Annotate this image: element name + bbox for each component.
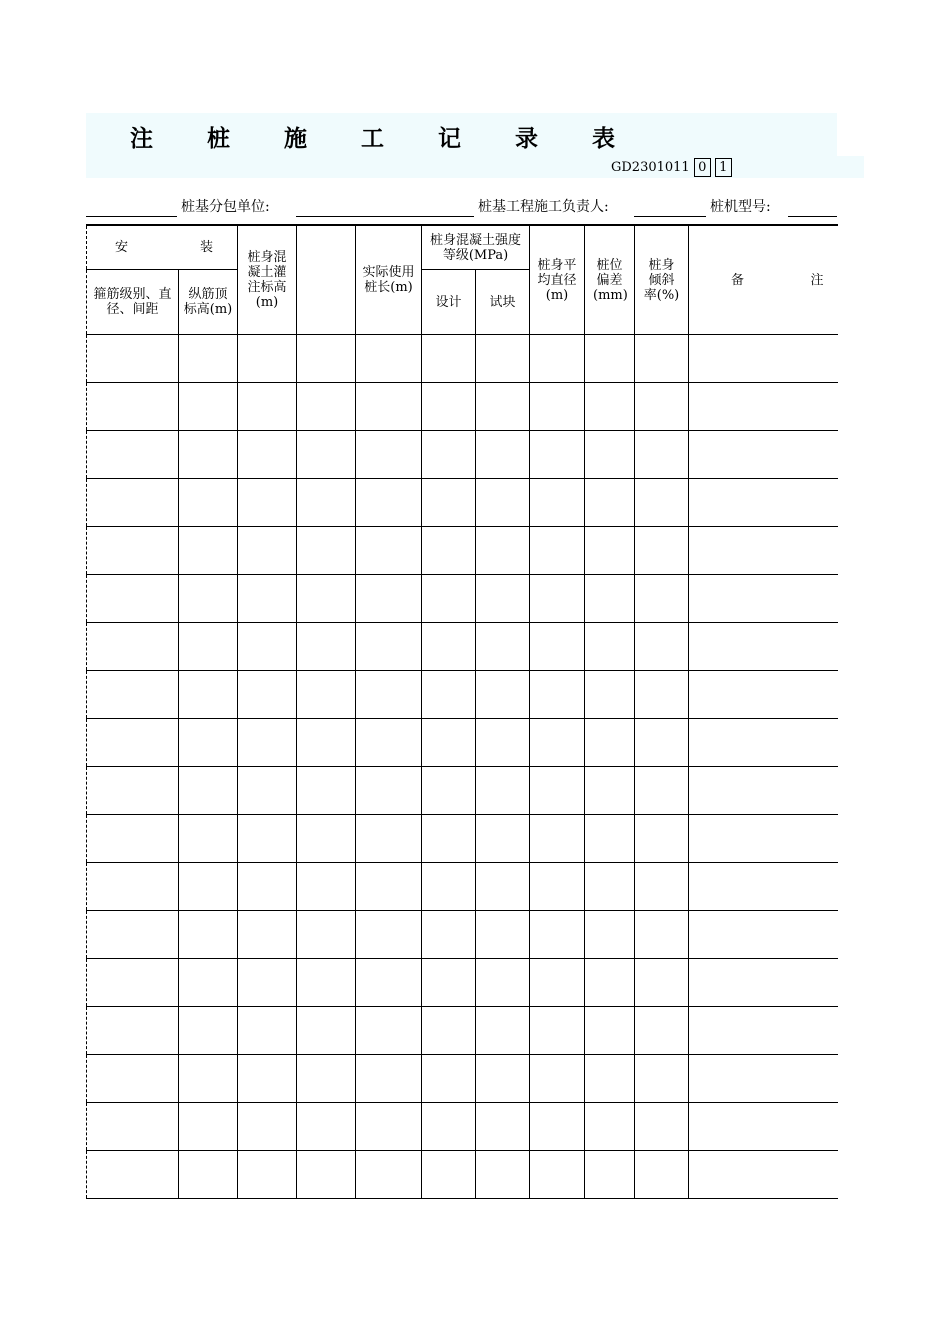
- table-cell[interactable]: [422, 1151, 476, 1199]
- table-cell[interactable]: [422, 815, 476, 863]
- table-cell[interactable]: [422, 719, 476, 767]
- table-cell[interactable]: [422, 1007, 476, 1055]
- table-cell[interactable]: [356, 959, 422, 1007]
- manager-field[interactable]: [634, 216, 706, 217]
- table-cell[interactable]: [87, 1055, 179, 1103]
- table-cell[interactable]: [179, 863, 238, 911]
- table-cell[interactable]: [238, 1055, 297, 1103]
- table-cell[interactable]: [422, 431, 476, 479]
- table-cell[interactable]: [238, 575, 297, 623]
- table-cell[interactable]: [356, 1103, 422, 1151]
- table-row: [87, 959, 838, 1007]
- table-row: [87, 383, 838, 431]
- table-row: [87, 623, 838, 671]
- table-cell[interactable]: [356, 1151, 422, 1199]
- table-cell[interactable]: [356, 383, 422, 431]
- table-cell[interactable]: [238, 959, 297, 1007]
- table-cell[interactable]: [689, 383, 838, 431]
- table-cell[interactable]: [635, 383, 689, 431]
- table-cell[interactable]: [356, 575, 422, 623]
- form-code-box-2[interactable]: 1: [715, 158, 732, 177]
- table-cell[interactable]: [297, 863, 356, 911]
- table-cell[interactable]: [356, 863, 422, 911]
- table-cell[interactable]: [179, 1055, 238, 1103]
- table-cell[interactable]: [530, 719, 585, 767]
- table-cell[interactable]: [530, 623, 585, 671]
- table-row: [87, 1151, 838, 1199]
- table-cell[interactable]: [635, 431, 689, 479]
- table-cell[interactable]: [238, 911, 297, 959]
- table-cell[interactable]: [530, 959, 585, 1007]
- table-cell[interactable]: [179, 1103, 238, 1151]
- table-cell[interactable]: [297, 1055, 356, 1103]
- table-cell[interactable]: [297, 383, 356, 431]
- table-cell[interactable]: [689, 911, 838, 959]
- rebar-top-header: 纵筋顶标高(m): [179, 270, 238, 335]
- table-cell[interactable]: [356, 335, 422, 383]
- table-cell[interactable]: [689, 719, 838, 767]
- table-cell[interactable]: [530, 527, 585, 575]
- table-cell[interactable]: [530, 1055, 585, 1103]
- table-cell[interactable]: [530, 767, 585, 815]
- table-cell[interactable]: [530, 911, 585, 959]
- table-cell[interactable]: [87, 911, 179, 959]
- table-cell[interactable]: [297, 767, 356, 815]
- table-cell[interactable]: [635, 575, 689, 623]
- table-cell[interactable]: [356, 767, 422, 815]
- table-cell[interactable]: [179, 575, 238, 623]
- table-cell[interactable]: [297, 911, 356, 959]
- table-cell[interactable]: [476, 479, 530, 527]
- table-cell[interactable]: [179, 527, 238, 575]
- table-row: [87, 767, 838, 815]
- table-cell[interactable]: [585, 575, 635, 623]
- table-cell[interactable]: [530, 431, 585, 479]
- table-cell[interactable]: [179, 479, 238, 527]
- form-code: [611, 158, 732, 177]
- table-cell[interactable]: [476, 575, 530, 623]
- table-cell[interactable]: [179, 1007, 238, 1055]
- table-cell[interactable]: [476, 623, 530, 671]
- table-cell[interactable]: [530, 1007, 585, 1055]
- table-cell[interactable]: [422, 575, 476, 623]
- table-cell[interactable]: [356, 527, 422, 575]
- table-row: [87, 1055, 838, 1103]
- table-cell[interactable]: [476, 767, 530, 815]
- subcontractor-field[interactable]: [296, 216, 474, 217]
- table-cell[interactable]: [476, 431, 530, 479]
- table-cell[interactable]: [297, 815, 356, 863]
- table-cell[interactable]: [179, 335, 238, 383]
- table-row: [87, 1007, 838, 1055]
- table-cell[interactable]: [422, 1103, 476, 1151]
- table-cell[interactable]: [689, 767, 838, 815]
- table-cell[interactable]: [422, 335, 476, 383]
- table-cell[interactable]: [476, 383, 530, 431]
- install-header: [87, 225, 238, 270]
- table-cell[interactable]: [530, 1151, 585, 1199]
- table-cell[interactable]: [585, 1055, 635, 1103]
- table-cell[interactable]: [476, 1007, 530, 1055]
- table-cell[interactable]: [530, 1103, 585, 1151]
- table-cell[interactable]: [422, 383, 476, 431]
- record-table: [86, 224, 838, 1199]
- table-row: [87, 575, 838, 623]
- table-cell[interactable]: [585, 767, 635, 815]
- table-cell[interactable]: [635, 1007, 689, 1055]
- table-cell[interactable]: [689, 623, 838, 671]
- table-cell[interactable]: [87, 815, 179, 863]
- table-cell[interactable]: [476, 911, 530, 959]
- table-cell[interactable]: [422, 911, 476, 959]
- table-cell[interactable]: [635, 527, 689, 575]
- design-header: 设计: [422, 270, 476, 335]
- table-cell[interactable]: [585, 1151, 635, 1199]
- table-cell[interactable]: [179, 671, 238, 719]
- table-cell[interactable]: [476, 335, 530, 383]
- table-cell[interactable]: [689, 575, 838, 623]
- table-cell[interactable]: [179, 1151, 238, 1199]
- table-cell[interactable]: [635, 911, 689, 959]
- table-row: [87, 911, 838, 959]
- table-cell[interactable]: [422, 863, 476, 911]
- table-cell[interactable]: [297, 431, 356, 479]
- table-row: [87, 1103, 838, 1151]
- install-header-right: 装: [199, 240, 213, 255]
- table-cell[interactable]: [356, 1007, 422, 1055]
- table-cell[interactable]: [87, 719, 179, 767]
- table-row: [87, 863, 838, 911]
- remark-header: [689, 225, 838, 335]
- table-cell[interactable]: [530, 383, 585, 431]
- subcontractor-label: 桩基分包单位:: [181, 199, 270, 215]
- table-cell[interactable]: [689, 863, 838, 911]
- table-cell[interactable]: [238, 1103, 297, 1151]
- table-cell[interactable]: [238, 335, 297, 383]
- actual-length-header: 实际使用桩长(m): [356, 225, 422, 335]
- blank-field-left[interactable]: [86, 216, 177, 217]
- table-cell[interactable]: [422, 671, 476, 719]
- table-cell[interactable]: [476, 671, 530, 719]
- table-cell[interactable]: [585, 479, 635, 527]
- table-cell[interactable]: [689, 671, 838, 719]
- blank-column-header: [297, 225, 356, 335]
- table-cell[interactable]: [585, 527, 635, 575]
- table-cell[interactable]: [297, 671, 356, 719]
- strength-grade-header: 桩身混凝土强度等级(MPa): [422, 225, 530, 270]
- table-cell[interactable]: [635, 1103, 689, 1151]
- manager-label: 桩基工程施工负责人:: [478, 199, 609, 215]
- table-cell[interactable]: [87, 527, 179, 575]
- table-cell[interactable]: [356, 1055, 422, 1103]
- sample-header: 试块: [476, 270, 530, 335]
- table-row: [87, 671, 838, 719]
- table-cell[interactable]: [238, 623, 297, 671]
- table-cell[interactable]: [297, 623, 356, 671]
- table-cell[interactable]: [238, 383, 297, 431]
- table-cell[interactable]: [238, 719, 297, 767]
- table-cell[interactable]: [179, 959, 238, 1007]
- table-cell[interactable]: [476, 1151, 530, 1199]
- table-cell[interactable]: [585, 431, 635, 479]
- table-cell[interactable]: [179, 383, 238, 431]
- table-cell[interactable]: [530, 863, 585, 911]
- table-cell[interactable]: [297, 959, 356, 1007]
- table-cell[interactable]: [585, 863, 635, 911]
- table-cell[interactable]: [530, 671, 585, 719]
- table-cell[interactable]: [585, 959, 635, 1007]
- table-cell[interactable]: [422, 959, 476, 1007]
- table-cell[interactable]: [87, 1151, 179, 1199]
- table-cell[interactable]: [238, 815, 297, 863]
- table-cell[interactable]: [238, 1007, 297, 1055]
- table-cell[interactable]: [585, 911, 635, 959]
- table-cell[interactable]: [422, 623, 476, 671]
- table-cell[interactable]: [87, 575, 179, 623]
- table-row: [87, 719, 838, 767]
- table-cell[interactable]: [689, 1103, 838, 1151]
- table-cell[interactable]: [530, 575, 585, 623]
- table-cell[interactable]: [530, 815, 585, 863]
- remark-header-right: 注: [810, 272, 824, 288]
- table-cell[interactable]: [179, 719, 238, 767]
- table-cell[interactable]: [689, 1151, 838, 1199]
- table-cell[interactable]: [87, 383, 179, 431]
- table-cell[interactable]: [297, 575, 356, 623]
- table-cell[interactable]: [356, 815, 422, 863]
- table-cell[interactable]: [422, 527, 476, 575]
- table-cell[interactable]: [87, 431, 179, 479]
- table-cell[interactable]: [238, 863, 297, 911]
- table-cell[interactable]: [635, 815, 689, 863]
- table-cell[interactable]: [356, 911, 422, 959]
- table-cell[interactable]: [476, 959, 530, 1007]
- table-cell[interactable]: [87, 863, 179, 911]
- table-cell[interactable]: [87, 479, 179, 527]
- table-cell[interactable]: [238, 1151, 297, 1199]
- table-cell[interactable]: [476, 527, 530, 575]
- table-cell[interactable]: [356, 623, 422, 671]
- table-cell[interactable]: [689, 1007, 838, 1055]
- table-cell[interactable]: [689, 479, 838, 527]
- table-cell[interactable]: [87, 959, 179, 1007]
- table-cell[interactable]: [530, 335, 585, 383]
- table-cell[interactable]: [585, 1103, 635, 1151]
- table-cell[interactable]: [297, 1103, 356, 1151]
- table-cell[interactable]: [635, 959, 689, 1007]
- table-cell[interactable]: [297, 335, 356, 383]
- table-cell[interactable]: [179, 815, 238, 863]
- table-cell[interactable]: [87, 335, 179, 383]
- table-cell[interactable]: [476, 1103, 530, 1151]
- install-header-left: 安: [115, 240, 129, 255]
- table-cell[interactable]: [635, 1055, 689, 1103]
- table-cell[interactable]: [179, 623, 238, 671]
- table-cell[interactable]: [635, 479, 689, 527]
- table-cell[interactable]: [297, 527, 356, 575]
- form-code-prefix: GD2301011: [611, 160, 690, 175]
- table-cell[interactable]: [87, 1103, 179, 1151]
- table-cell[interactable]: [585, 623, 635, 671]
- form-code-box-1[interactable]: 0: [694, 158, 711, 177]
- table-cell[interactable]: [585, 815, 635, 863]
- table-cell[interactable]: [635, 863, 689, 911]
- average-diameter-header: 桩身平均直径(m): [530, 225, 585, 335]
- remark-header-left: 备: [731, 272, 745, 288]
- machine-field[interactable]: [788, 216, 837, 217]
- table-cell[interactable]: [87, 671, 179, 719]
- machine-label: 桩机型号:: [710, 199, 771, 215]
- table-cell[interactable]: [87, 1007, 179, 1055]
- table-cell[interactable]: [689, 959, 838, 1007]
- table-cell[interactable]: [689, 1055, 838, 1103]
- table-cell[interactable]: [238, 671, 297, 719]
- table-cell[interactable]: [635, 1151, 689, 1199]
- table-cell[interactable]: [179, 911, 238, 959]
- table-cell[interactable]: [635, 623, 689, 671]
- table-row: [87, 479, 838, 527]
- table-cell[interactable]: [297, 479, 356, 527]
- table-cell[interactable]: [635, 719, 689, 767]
- table-cell[interactable]: [585, 1007, 635, 1055]
- table-cell[interactable]: [422, 479, 476, 527]
- tilt-rate-header: 桩身倾斜率(%): [635, 225, 689, 335]
- table-cell[interactable]: [297, 1151, 356, 1199]
- table-cell[interactable]: [476, 863, 530, 911]
- table-cell[interactable]: [87, 767, 179, 815]
- table-cell[interactable]: [179, 431, 238, 479]
- position-deviation-header: 桩位偏差(mm): [585, 225, 635, 335]
- table-cell[interactable]: [238, 527, 297, 575]
- table-cell[interactable]: [238, 479, 297, 527]
- table-cell[interactable]: [530, 479, 585, 527]
- table-cell[interactable]: [356, 671, 422, 719]
- table-cell[interactable]: [585, 383, 635, 431]
- stirrup-header: 箍筋级别、直径、间距: [87, 270, 179, 335]
- table-cell[interactable]: [238, 767, 297, 815]
- table-row: [87, 335, 838, 383]
- table-cell[interactable]: [356, 479, 422, 527]
- table-cell[interactable]: [179, 767, 238, 815]
- table-cell[interactable]: [297, 1007, 356, 1055]
- table-cell[interactable]: [87, 623, 179, 671]
- table-cell[interactable]: [297, 719, 356, 767]
- table-cell[interactable]: [689, 335, 838, 383]
- table-cell[interactable]: [585, 335, 635, 383]
- table-row: [87, 527, 838, 575]
- table-cell[interactable]: [476, 1055, 530, 1103]
- table-cell[interactable]: [635, 767, 689, 815]
- table-cell[interactable]: [238, 431, 297, 479]
- table-cell[interactable]: [635, 335, 689, 383]
- table-cell[interactable]: [689, 815, 838, 863]
- table-cell[interactable]: [476, 719, 530, 767]
- table-cell[interactable]: [422, 767, 476, 815]
- table-cell[interactable]: [356, 431, 422, 479]
- table-cell[interactable]: [422, 1055, 476, 1103]
- table-row: [87, 815, 838, 863]
- table-cell[interactable]: [689, 527, 838, 575]
- title-band-extension: [86, 156, 864, 178]
- table-row: [87, 431, 838, 479]
- page-title: 注 桩 施 工 记 录 表: [130, 126, 639, 152]
- table-cell[interactable]: [585, 671, 635, 719]
- table-cell[interactable]: [689, 431, 838, 479]
- table-cell[interactable]: [635, 671, 689, 719]
- table-cell[interactable]: [356, 719, 422, 767]
- pour-elevation-header: 桩身混凝土灌注标高(m): [238, 225, 297, 335]
- table-cell[interactable]: [585, 719, 635, 767]
- table-cell[interactable]: [476, 815, 530, 863]
